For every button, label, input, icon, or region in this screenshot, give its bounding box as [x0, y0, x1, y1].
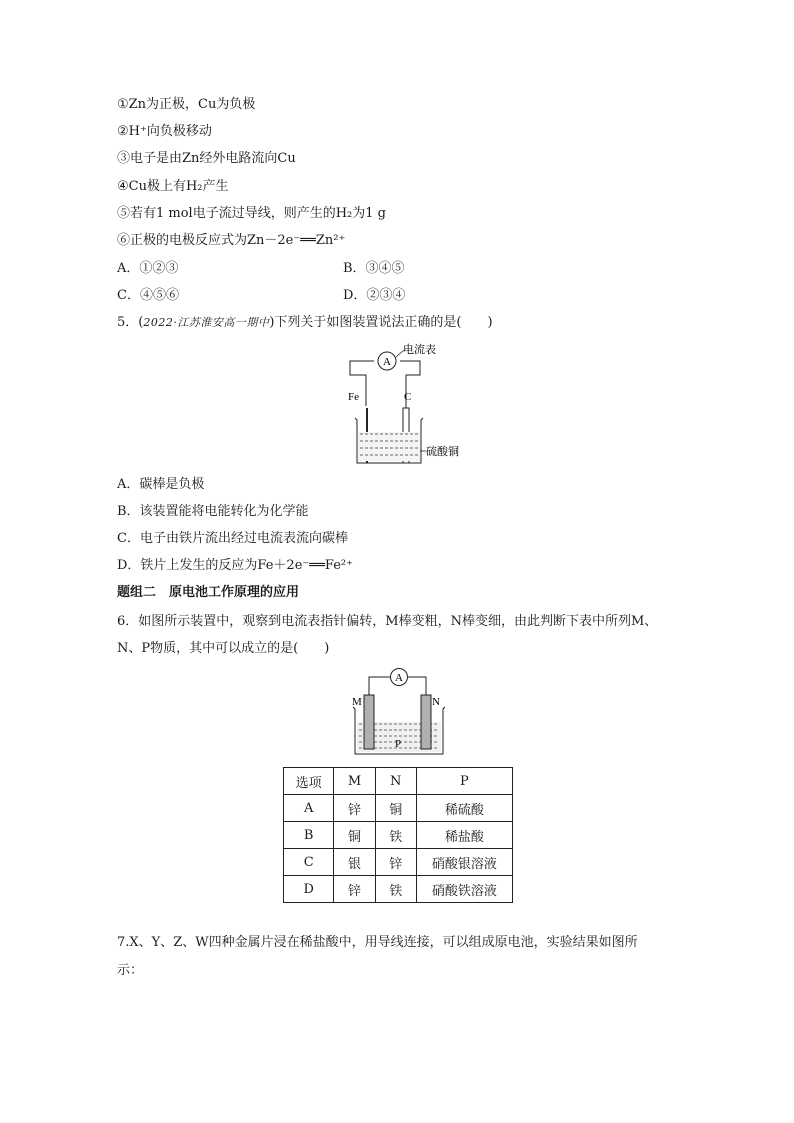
table-cell: 锌 — [334, 795, 375, 822]
q5-solution — [358, 432, 420, 461]
q5-c-label: C — [404, 391, 412, 403]
table-cell: C — [284, 849, 334, 876]
table-header: 选项 — [284, 768, 334, 795]
table-header: M — [334, 768, 375, 795]
statement-2: ②H⁺向负极移动 — [117, 124, 212, 139]
table-cell: 银 — [334, 849, 375, 876]
q6-stem-line2: N、P物质，其中可以成立的是( ) — [117, 641, 330, 656]
table-cell: D — [284, 876, 334, 903]
q5-source: 2022·江苏淮安高一期中 — [143, 316, 270, 329]
q6-m-electrode — [364, 695, 374, 749]
q4-option-b: B．③④⑤ — [343, 261, 405, 276]
q7-stem-line2: 示： — [117, 963, 144, 978]
q6-wire — [408, 677, 426, 695]
q5-solution-label: 硫酸铜 — [426, 445, 459, 458]
table-row — [284, 849, 513, 876]
statement-5: ⑤若有1 mol电子流过导线，则产生的H₂为1 g — [117, 206, 386, 221]
table-cell: A — [284, 795, 334, 822]
table-row — [284, 876, 513, 903]
q5-fe-label: Fe — [348, 391, 359, 403]
statement-1: ①Zn为正极，Cu为负极 — [117, 97, 256, 112]
q7-stem-line1: 7.X、Y、Z、W四种金属片浸在稀盐酸中，用导线连接，可以组成原电池，实验结果如图所 — [117, 935, 638, 950]
q6-wire — [369, 677, 390, 695]
q5-ammeter-symbol: A — [383, 356, 391, 368]
q4-option-c: C．④⑤⑥ — [117, 288, 179, 303]
table-cell: 硝酸银溶液 — [416, 849, 512, 876]
q4-option-d: D．②③④ — [343, 288, 406, 303]
q6-ammeter-symbol: A — [395, 672, 403, 684]
q5-ammeter-label: 电流表 — [403, 343, 436, 356]
table-cell: 锌 — [375, 849, 416, 876]
statement-4: ④Cu极上有H₂产生 — [117, 179, 229, 194]
table-cell: 铁 — [375, 876, 416, 903]
q6-m-label: M — [352, 696, 362, 708]
q6-p-label: P — [395, 738, 402, 750]
q6-stem-line1: 6．如图所示装置中，观察到电流表指针偏转，M棒变粗，N棒变细，由此判断下表中所列M、 — [117, 614, 658, 629]
q5-option-d: D．铁片上发生的反应为Fe＋2e⁻══Fe²⁺ — [117, 558, 353, 573]
table-cell: 铜 — [334, 822, 375, 849]
statement-3: ③电子是由Zn经外电路流向Cu — [117, 151, 296, 166]
table-row — [284, 795, 513, 822]
q4-option-a: A．①②③ — [117, 261, 179, 276]
table-cell: 锌 — [334, 876, 375, 903]
q5-prefix: 5．( — [117, 315, 144, 330]
group-title: 题组二 原电池工作原理的应用 — [117, 585, 300, 600]
table-header: P — [416, 768, 512, 795]
q5-option-a: A．碳棒是负极 — [117, 477, 205, 492]
table-cell: 稀盐酸 — [416, 822, 512, 849]
q5-suffix: )下列关于如图装置说法正确的是( ) — [269, 315, 493, 330]
q6-options-table — [283, 767, 513, 903]
q6-cell-diagram — [350, 665, 450, 760]
table-cell: 稀硫酸 — [416, 795, 512, 822]
q5-stem — [117, 314, 493, 332]
q5-cell-diagram — [340, 338, 470, 468]
statement-6: ⑥正极的电极反应式为Zn－2e⁻══Zn²⁺ — [117, 233, 346, 248]
table-cell: 硝酸铁溶液 — [416, 876, 512, 903]
q6-n-label: N — [432, 696, 440, 708]
table-header: N — [375, 768, 416, 795]
table-cell: 铜 — [375, 795, 416, 822]
q6-n-electrode — [421, 695, 431, 749]
table-header-row — [284, 768, 513, 795]
table-cell: 铁 — [375, 822, 416, 849]
q5-option-b: B．该装置能将电能转化为化学能 — [117, 504, 309, 519]
table-row — [284, 822, 513, 849]
table-cell: B — [284, 822, 334, 849]
q5-option-c: C．电子由铁片流出经过电流表流向碳棒 — [117, 531, 348, 546]
